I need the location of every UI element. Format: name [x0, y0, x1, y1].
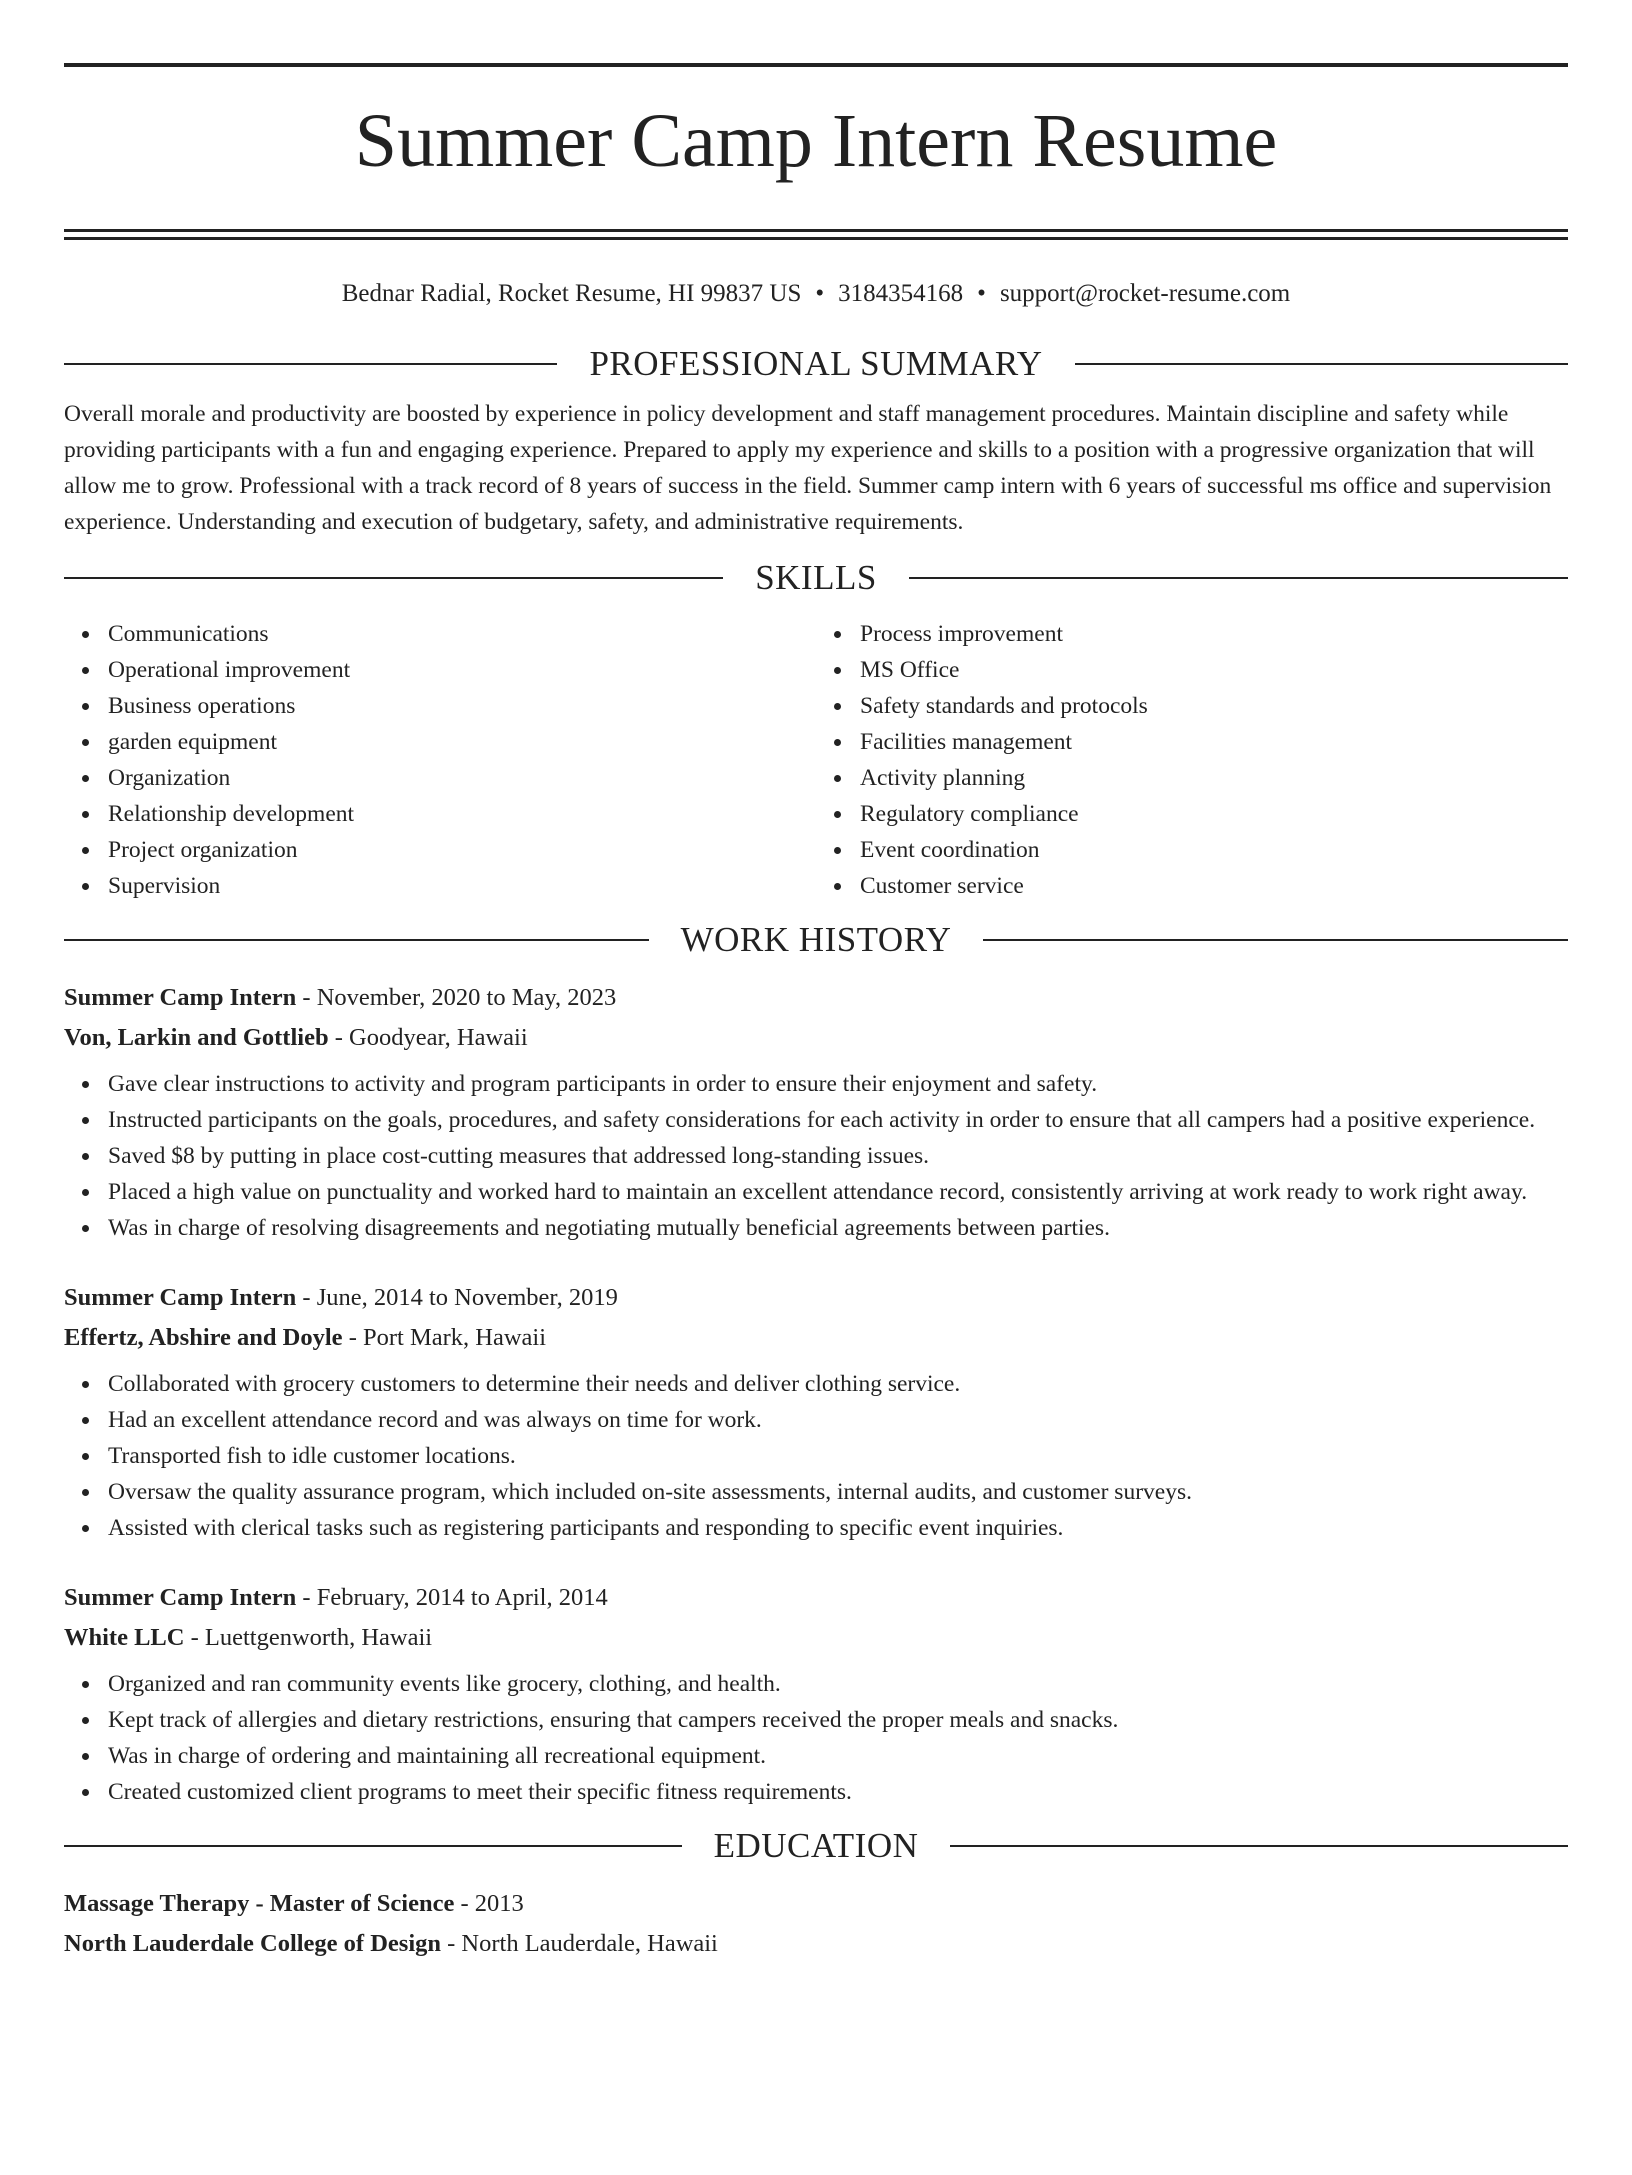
job-dates: - November, 2020 to May, 2023: [296, 984, 617, 1011]
job-bullet: Collaborated with grocery customers to determine their needs and deliver clothing service.: [108, 1366, 1568, 1402]
job-bullet: Organized and ran community events like grocery, clothing, and health.: [108, 1666, 1568, 1702]
job-title: Summer Camp Intern: [64, 984, 297, 1011]
job-title: Summer Camp Intern: [64, 1584, 297, 1611]
job-bullet: Instructed participants on the goals, procedures, and safety considerations for each activity in order to ensure that all campers had a positive experience.: [108, 1102, 1568, 1138]
job-bullet: Oversaw the quality assurance program, which included on-site assessments, internal audits, and customer surveys.: [108, 1474, 1568, 1510]
job-company: White LLC: [64, 1624, 185, 1651]
job-bullet: Created customized client programs to meet their specific fitness requirements.: [108, 1774, 1568, 1810]
skills-column-right: [816, 616, 1568, 904]
job-bullet: Placed a high value on punctuality and worked hard to maintain an excellent attendance record, consistently arriving at work ready to work right away.: [108, 1174, 1568, 1210]
heading-rule: [1075, 363, 1568, 365]
heading-rule: [64, 1845, 682, 1847]
job-location: - Port Mark, Hawaii: [342, 1324, 547, 1351]
education-school: North Lauderdale College of Design: [64, 1930, 441, 1957]
job-bullet: Gave clear instructions to activity and program participants in order to ensure their enjoyment and safety.: [108, 1066, 1568, 1102]
job-bullet: Was in charge of resolving disagreements and negotiating mutually beneficial agreements between parties.: [108, 1210, 1568, 1246]
job-bullets: [64, 1066, 1568, 1246]
job-bullet: Transported fish to idle customer locations.: [108, 1438, 1568, 1474]
skill-item: Communications: [108, 616, 816, 652]
job-entry: [64, 978, 1568, 1246]
skill-item: Regulatory compliance: [860, 796, 1568, 832]
skill-item: MS Office: [860, 652, 1568, 688]
resume-page: [0, 63, 1632, 2175]
summary-heading: [64, 344, 1568, 384]
skill-item: Operational improvement: [108, 652, 816, 688]
education-heading: [64, 1826, 1568, 1866]
job-location: - Goodyear, Hawaii: [328, 1024, 528, 1051]
education-degree: Massage Therapy - Master of Science: [64, 1890, 455, 1917]
job-title: Summer Camp Intern: [64, 1284, 297, 1311]
skill-item: Safety standards and protocols: [860, 688, 1568, 724]
contact-email: support@rocket-resume.com: [999, 280, 1291, 307]
contact-line: [64, 278, 1568, 310]
skills-list: [64, 616, 1568, 904]
heading-rule: [909, 577, 1568, 579]
job-bullet: Kept track of allergies and dietary restrictions, ensuring that campers received the proper meals and snacks.: [108, 1702, 1568, 1738]
job-dates: - February, 2014 to April, 2014: [296, 1584, 608, 1611]
education-heading-label: EDUCATION: [713, 1826, 919, 1865]
skill-item: Activity planning: [860, 760, 1568, 796]
job-company: Von, Larkin and Gottlieb: [64, 1024, 329, 1051]
education-entry: [64, 1884, 1568, 1964]
job-title-line: [64, 1578, 1568, 1618]
job-bullets: [64, 1366, 1568, 1546]
summary-heading-label: PROFESSIONAL SUMMARY: [589, 344, 1043, 383]
job-company-line: [64, 1018, 1568, 1058]
work-history-heading-label: WORK HISTORY: [680, 920, 952, 959]
heading-rule: [64, 363, 557, 365]
contact-separator: •: [977, 280, 986, 307]
job-company-line: [64, 1318, 1568, 1358]
skill-item: Project organization: [108, 832, 816, 868]
skill-item: Organization: [108, 760, 816, 796]
contact-address: Bednar Radial, Rocket Resume, HI 99837 US: [341, 280, 802, 307]
job-bullets: [64, 1666, 1568, 1810]
skill-item: Relationship development: [108, 796, 816, 832]
education-school-line: [64, 1924, 1568, 1964]
heading-rule: [64, 577, 723, 579]
job-entry: [64, 1278, 1568, 1546]
job-location: - Luettgenworth, Hawaii: [184, 1624, 433, 1651]
skill-item: Customer service: [860, 868, 1568, 904]
heading-rule: [983, 939, 1568, 941]
resume-title: Summer Camp Intern Resume: [354, 99, 1278, 183]
top-rule: [64, 63, 1568, 67]
job-bullet: Was in charge of ordering and maintaining all recreational equipment.: [108, 1738, 1568, 1774]
title-double-rule: [64, 229, 1568, 240]
job-dates: - June, 2014 to November, 2019: [296, 1284, 618, 1311]
job-bullet: Saved $8 by putting in place cost-cutting measures that addressed long-standing issues.: [108, 1138, 1568, 1174]
skill-item: garden equipment: [108, 724, 816, 760]
job-bullet: Assisted with clerical tasks such as registering participants and responding to specific event inquiries.: [108, 1510, 1568, 1546]
contact-separator: •: [815, 280, 825, 307]
skills-heading: [64, 558, 1568, 598]
skill-item: Event coordination: [860, 832, 1568, 868]
job-title-line: [64, 1278, 1568, 1318]
skill-item: Business operations: [108, 688, 816, 724]
job-company-line: [64, 1618, 1568, 1658]
heading-rule: [64, 939, 649, 941]
skills-column-left: [64, 616, 816, 904]
job-title-line: [64, 978, 1568, 1018]
skill-item: Facilities management: [860, 724, 1568, 760]
contact-phone: 3184354168: [838, 280, 964, 307]
education-degree-line: [64, 1884, 1568, 1924]
job-company: Effertz, Abshire and Doyle: [64, 1324, 343, 1351]
summary-text: Overall morale and productivity are boosted by experience in policy development and staff management procedures. Maintain discipline and safety while providing participants with a fun and engaging experience. Prepared to apply my experience and skills to a position with a progressive organization that will allow me to grow. Professional with a track record of 8 years of success in the field. Summer camp intern with 6 years of successful ms office and supervision experience. Understanding and execution of budgetary, safety, and administrative requirements.: [64, 401, 1552, 535]
work-history-heading: [64, 920, 1568, 960]
skill-item: Process improvement: [860, 616, 1568, 652]
job-bullet: Had an excellent attendance record and was always on time for work.: [108, 1402, 1568, 1438]
skills-heading-label: SKILLS: [755, 558, 877, 597]
education-location: - North Lauderdale, Hawaii: [441, 1930, 718, 1957]
skill-item: Supervision: [108, 868, 816, 904]
heading-rule: [950, 1845, 1568, 1847]
education-year: - 2013: [454, 1890, 524, 1917]
job-entry: [64, 1578, 1568, 1810]
